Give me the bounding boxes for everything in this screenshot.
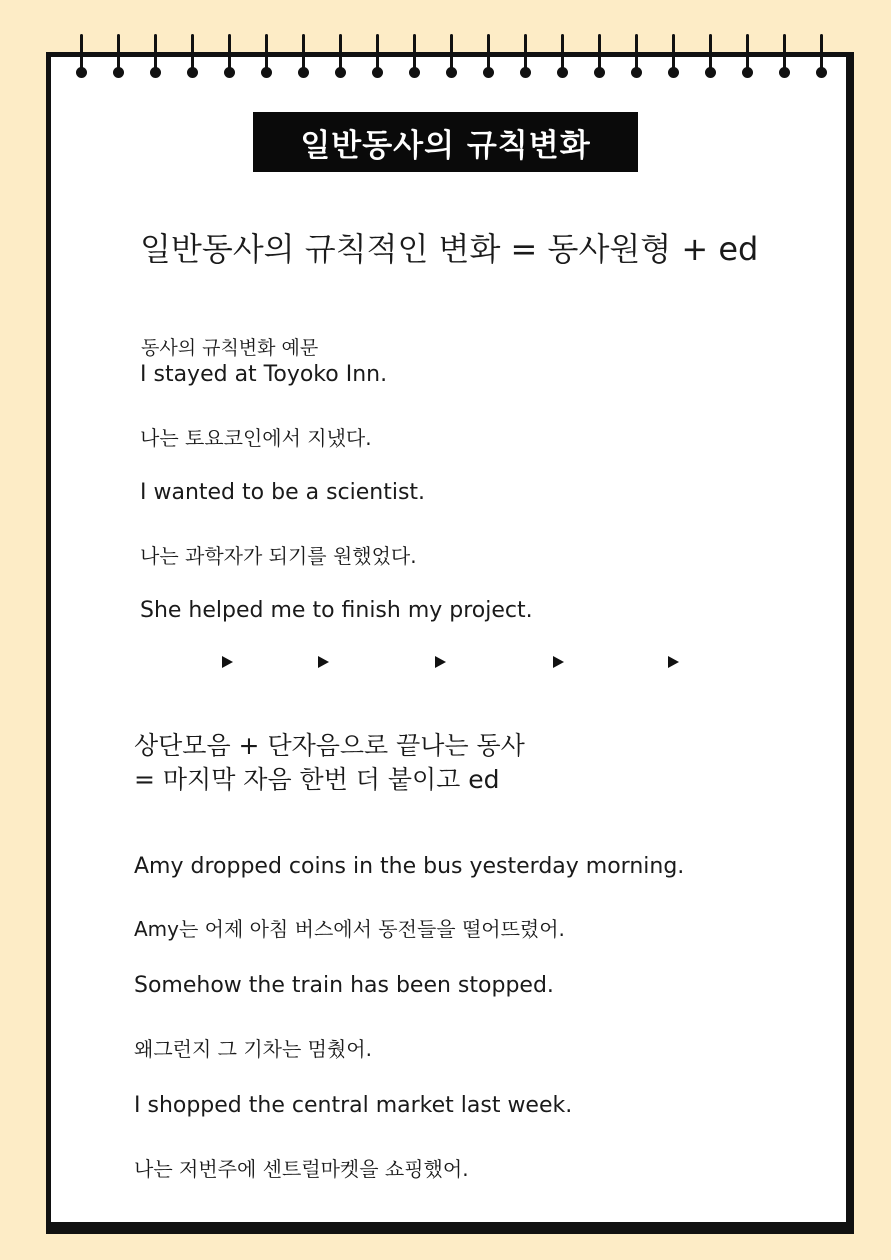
example-translation: 나는 저번주에 센트럴마켓을 쇼핑했어. [134, 1157, 469, 1181]
ring-icon [335, 34, 345, 80]
ring-icon [224, 34, 234, 80]
example-translation: 나는 토요코인에서 지냈다. [140, 426, 372, 450]
example-sentence: I wanted to be a scientist. [140, 480, 426, 505]
ring-icon [631, 34, 641, 80]
ring-icon [113, 34, 123, 80]
ring-icon [742, 34, 752, 80]
ring-icon [557, 34, 567, 80]
play-arrow-icon [318, 656, 329, 668]
play-arrow-icon [553, 656, 564, 668]
ring-icon [150, 34, 160, 80]
example-translation: 나는 과학자가 되기를 원했었다. [140, 544, 417, 568]
page-title: 일반동사의 규칙변화 [253, 112, 638, 172]
example-sentence: Amy dropped coins in the bus yesterday morning. [134, 854, 685, 879]
spiral-binding [76, 34, 836, 84]
ring-icon [705, 34, 715, 80]
example-sentence: I stayed at Toyoko Inn. [140, 362, 388, 387]
ring-icon [816, 34, 826, 80]
ring-icon [298, 34, 308, 80]
ring-icon [261, 34, 271, 80]
arrow-row [0, 656, 891, 670]
play-arrow-icon [435, 656, 446, 668]
example-sentence: She helped me to finish my project. [140, 598, 533, 623]
examples-label: 동사의 규칙변화 예문 [141, 337, 319, 359]
ring-icon [779, 34, 789, 80]
rule2-formula: = 마지막 자음 한번 더 붙이고 ed [134, 765, 500, 794]
ring-icon [76, 34, 86, 80]
ring-icon [446, 34, 456, 80]
ring-icon [520, 34, 530, 80]
example-sentence: Somehow the train has been stopped. [134, 973, 554, 998]
ring-icon [483, 34, 493, 80]
rule2-heading: 상단모음 + 단자음으로 끝나는 동사 [134, 731, 525, 760]
ring-icon [409, 34, 419, 80]
play-arrow-icon [668, 656, 679, 668]
ring-icon [594, 34, 604, 80]
example-translation: 왜그런지 그 기차는 멈췄어. [134, 1037, 372, 1061]
ring-icon [372, 34, 382, 80]
example-sentence: I shopped the central market last week. [134, 1093, 573, 1118]
rule-formula: 일반동사의 규칙적인 변화 = 동사원형 + ed [140, 230, 759, 268]
example-translation: Amy는 어제 아침 버스에서 동전들을 떨어뜨렸어. [134, 917, 565, 941]
ring-icon [187, 34, 197, 80]
ring-icon [668, 34, 678, 80]
play-arrow-icon [222, 656, 233, 668]
